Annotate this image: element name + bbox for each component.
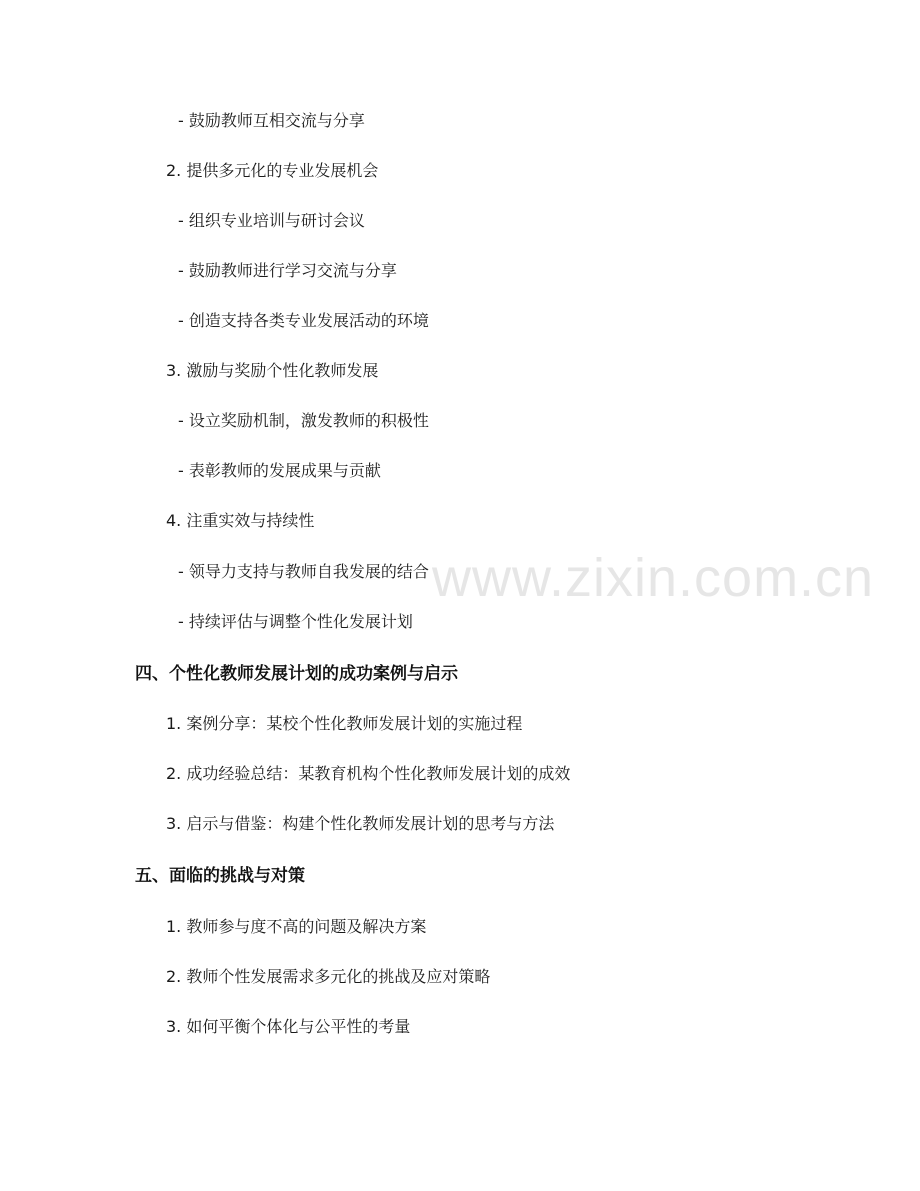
section-heading-5: 五、面临的挑战与对策 xyxy=(135,866,305,886)
section-heading-4: 四、个性化教师发展计划的成功案例与启示 xyxy=(135,664,458,684)
bullet-item: - 表彰教师的发展成果与贡献 xyxy=(178,461,381,480)
numbered-item: 2. 教师个性发展需求多元化的挑战及应对策略 xyxy=(166,967,491,986)
numbered-item: 3. 激励与奖励个性化教师发展 xyxy=(166,361,379,380)
bullet-item: - 鼓励教师进行学习交流与分享 xyxy=(178,261,397,280)
bullet-item: - 设立奖励机制，激发教师的积极性 xyxy=(178,411,429,430)
watermark: www.zixin.com.cn xyxy=(432,548,875,608)
bullet-item: - 组织专业培训与研讨会议 xyxy=(178,211,365,230)
bullet-item: - 领导力支持与教师自我发展的结合 xyxy=(178,562,429,581)
numbered-item: 4. 注重实效与持续性 xyxy=(166,511,315,530)
bullet-item: - 创造支持各类专业发展活动的环境 xyxy=(178,311,429,330)
bullet-item: - 持续评估与调整个性化发展计划 xyxy=(178,612,413,631)
numbered-item: 1. 教师参与度不高的问题及解决方案 xyxy=(166,917,427,936)
numbered-item: 3. 如何平衡个体化与公平性的考量 xyxy=(166,1017,411,1036)
numbered-item: 2. 成功经验总结：某教育机构个性化教师发展计划的成效 xyxy=(166,764,571,783)
numbered-item: 3. 启示与借鉴：构建个性化教师发展计划的思考与方法 xyxy=(166,814,555,833)
numbered-item: 1. 案例分享：某校个性化教师发展计划的实施过程 xyxy=(166,714,523,733)
bullet-item: - 鼓励教师互相交流与分享 xyxy=(178,111,365,130)
numbered-item: 2. 提供多元化的专业发展机会 xyxy=(166,161,379,180)
